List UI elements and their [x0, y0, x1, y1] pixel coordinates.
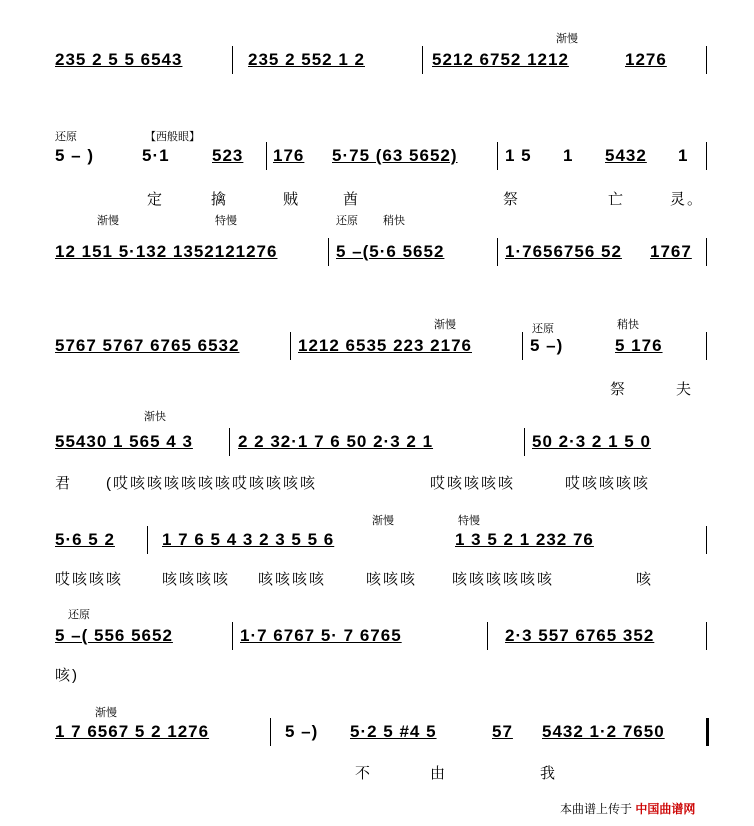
tempo-mark: 渐慢 [434, 319, 456, 331]
notation-measure: 1 7 6567 5 2 1276 [55, 722, 210, 741]
notation-measure: 5767 5767 6765 6532 [55, 336, 240, 355]
barline [706, 526, 707, 554]
tempo-mark: 稍快 [617, 319, 639, 331]
lyric: 哎咳咳咳咳 [565, 475, 651, 492]
lyric: 咳咳咳咳 [162, 571, 231, 588]
barline [487, 622, 488, 650]
lyric: 由 [430, 765, 448, 782]
notation-measure: 523 [212, 146, 244, 165]
notation-measure: 235 2 552 1 2 [248, 50, 365, 69]
notation-measure: 5·1 [142, 146, 170, 165]
notation-measure: 1·7 6767 5· 7 6765 [240, 626, 402, 645]
notation-measure: 2 2 32·1 7 6 50 2·3 2 1 [238, 432, 434, 451]
barline [524, 428, 525, 456]
notation-measure: 57 [492, 722, 513, 741]
lyric: 咳) [55, 667, 79, 684]
tempo-mark: 渐慢 [372, 515, 394, 527]
lyric: 我 [540, 765, 558, 782]
barline [229, 428, 230, 456]
lyric: 咳咳咳 [366, 571, 418, 588]
notation-measure: 2·3 557 6765 352 [505, 626, 655, 645]
lyric: 灵。 [670, 191, 705, 208]
lyric: 咳咳咳咳咳咳 [452, 571, 555, 588]
notation-measure: 176 [273, 146, 305, 165]
lyric: 祭 [503, 191, 521, 208]
barline [706, 46, 707, 74]
footer [560, 800, 695, 817]
lyric: 酋 [343, 191, 361, 208]
notation-measure: 5·75 (63 5652) [332, 146, 458, 165]
lyric: 哎咳咳咳 [55, 571, 124, 588]
barline [706, 142, 707, 170]
footer-text: 本曲谱上传于 [560, 802, 633, 816]
barline [522, 332, 523, 360]
notation-measure: 1 7 6 5 4 3 2 3 5 5 6 [162, 530, 335, 549]
lyric: 咳 [636, 571, 654, 588]
tempo-mark: 还原 [68, 609, 90, 621]
tempo-mark: 渐慢 [97, 215, 119, 227]
barline [328, 238, 329, 266]
barline [706, 332, 707, 360]
barline [497, 142, 498, 170]
lyric: 哎咳咳咳咳 [430, 475, 516, 492]
notation-measure: 5·6 5 2 [55, 530, 115, 549]
barline [270, 718, 271, 746]
notation-measure: 5432 [605, 146, 647, 165]
lyric: 君 [55, 475, 73, 492]
notation-measure: 5432 1·2 7650 [542, 722, 665, 741]
notation-measure: 55430 1 565 4 3 [55, 432, 193, 451]
lyric: 不 [355, 765, 373, 782]
notation-measure: 1 3 5 2 1 232 76 [455, 530, 594, 549]
notation-measure: 1 [563, 146, 574, 165]
lyric: 夫 [676, 381, 694, 398]
barline [422, 46, 423, 74]
tempo-mark: 特慢 [458, 515, 480, 527]
notation-measure: 5 –( 556 5652 [55, 626, 173, 645]
lyric: 擒 [211, 191, 229, 208]
barline [497, 238, 498, 266]
notation-measure: 1 [678, 146, 689, 165]
notation-measure: 5·2 5 #4 5 [350, 722, 437, 741]
barline [706, 718, 709, 746]
notation-measure: 1276 [625, 50, 667, 69]
notation-measure: 5 – ) [55, 146, 95, 165]
notation-measure: 1212 6535 223 2176 [298, 336, 472, 355]
notation-measure: 5 –) [285, 722, 319, 741]
notation-measure: 5212 6752 1212 [432, 50, 569, 69]
tempo-mark: 还原 [55, 131, 77, 143]
barline [706, 238, 707, 266]
tempo-mark: 渐慢 [95, 707, 117, 719]
notation-measure: 50 2·3 2 1 5 0 [532, 432, 651, 451]
tempo-mark: 还原 [336, 215, 358, 227]
barline [232, 46, 233, 74]
tempo-mark: 渐快 [144, 411, 166, 423]
lyric: 定 [147, 191, 165, 208]
notation-measure: 5 176 [615, 336, 663, 355]
notation-measure: 1767 [650, 242, 692, 261]
tempo-mark: 还原 [532, 323, 554, 335]
notation-measure: 5 –(5·6 5652 [336, 242, 445, 261]
site-logo[interactable]: 中国曲谱网 [635, 802, 696, 816]
lyric: 亡 [608, 191, 626, 208]
lyric: 咳咳咳咳 [258, 571, 327, 588]
section-mark: 【西般眼】 [145, 131, 200, 143]
tempo-mark: 渐慢 [556, 33, 578, 45]
lyric: 祭 [610, 381, 628, 398]
barline [147, 526, 148, 554]
barline [266, 142, 267, 170]
barline [232, 622, 233, 650]
tempo-mark: 特慢 [215, 215, 237, 227]
notation-measure: 235 2 5 5 6543 [55, 50, 183, 69]
lyric: 贼 [283, 191, 301, 208]
barline [290, 332, 291, 360]
notation-measure: 1 5 [505, 146, 532, 165]
tempo-mark: 稍快 [383, 215, 405, 227]
notation-measure: 12 151 5·132 1352121276 [55, 242, 278, 261]
barline [706, 622, 707, 650]
notation-measure: 1·7656756 52 [505, 242, 622, 261]
lyric: (哎咳咳咳咳咳咳哎咳咳咳咳 [106, 475, 317, 492]
notation-measure: 5 –) [530, 336, 564, 355]
